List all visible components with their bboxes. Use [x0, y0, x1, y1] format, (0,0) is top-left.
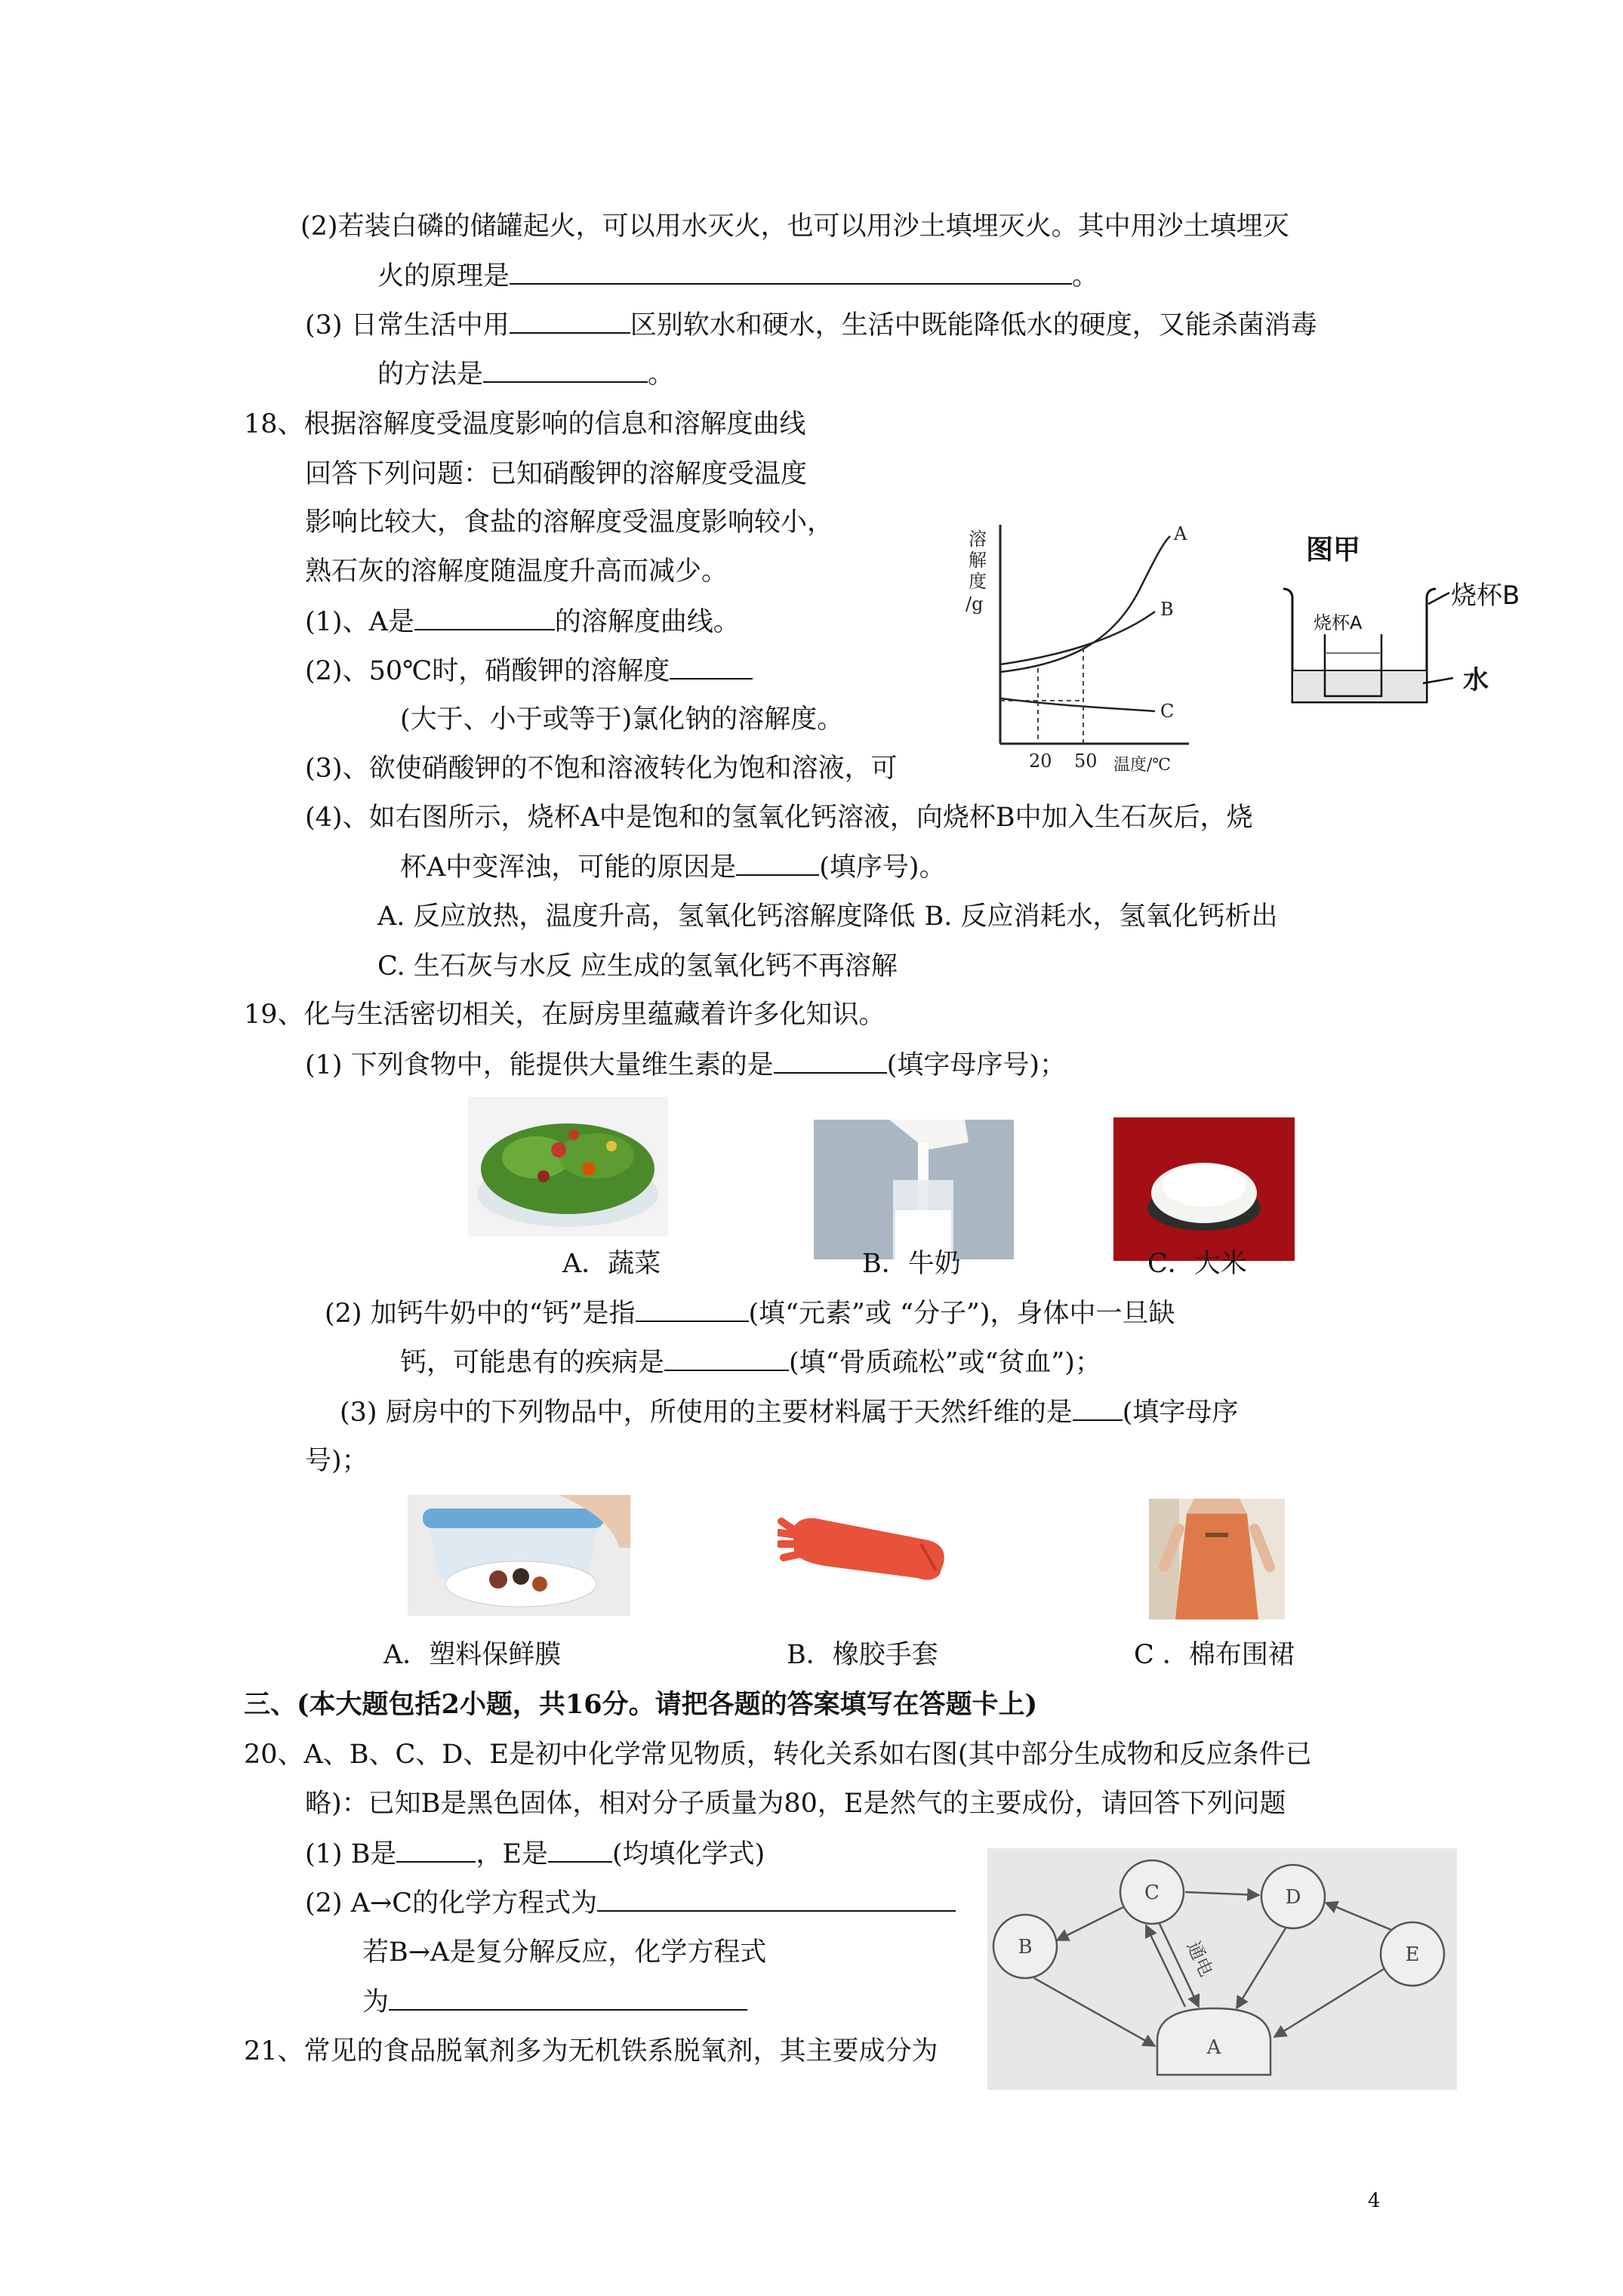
q17-part3-text: (3) 日常生活中用: [305, 310, 510, 341]
q20-stem-line2: 略)：已知B是黑色固体，相对分子质量为80，E是然气的主要成份，请回答下列问题: [305, 1789, 1286, 1819]
q17-part2-line2: [377, 260, 1098, 291]
section-3-heading: 三、(本大题包括2小题，共16分。请把各题的答案填写在答题卡上): [244, 1689, 1038, 1720]
leader-b: [1428, 593, 1449, 604]
q18-sub4-line1: (4)、如右图所示，烧杯A中是饱和的氢氧化钙溶液，向烧杯B中加入生石灰后，烧: [305, 803, 1253, 833]
q20-sub2-line3: [362, 1986, 747, 2017]
q18-stem-line1: 18、根据溶解度受温度影响的信息和溶解度曲线: [244, 409, 806, 439]
q18-stem-line3: 影响比较大，食盐的溶解度受温度影响较小，: [305, 507, 834, 538]
answer-blank[interactable]: [414, 606, 555, 630]
q20-stem-line1: 20、A、B、C、D、E是初中化学常见物质，转化关系如右图(其中部分生成物和反应条件已: [244, 1740, 1312, 1770]
water-label: 水: [1463, 665, 1489, 695]
transformation-diagram: [987, 1848, 1457, 2090]
rubber-glove-image: [778, 1499, 959, 1597]
q18-sub4-line2: [400, 852, 946, 883]
food-label-b: B．牛奶: [862, 1249, 961, 1279]
q18-stem-line2: 回答下列问题：已知硝酸钾的溶解度受温度: [305, 459, 808, 489]
q18-sub2-line2: (大于、小于或等于)氯化钠的溶解度。: [400, 704, 844, 735]
chart-ylabel-char-1: 溶: [969, 529, 987, 550]
rice-image: [1113, 1117, 1295, 1261]
answer-blank[interactable]: [597, 1888, 956, 1912]
q18-stem-line4: 熟石灰的溶解度随温度升高而减少。: [305, 556, 728, 587]
curve-b: [1000, 612, 1155, 664]
q20-sub1: [305, 1838, 765, 1869]
plastic-wrap-image: [408, 1495, 630, 1616]
q20-sub1-text2: ，E是: [476, 1839, 548, 1869]
q19-sub2-line1: [325, 1298, 1175, 1329]
q19-sub2-line2: [400, 1347, 1101, 1378]
chart-xlabel: 温度/℃: [1113, 756, 1172, 775]
answer-blank[interactable]: [670, 655, 753, 680]
salad-image: [468, 1097, 668, 1237]
q20-sub1-text: (1) B是: [305, 1839, 397, 1869]
cotton-apron-image: [1149, 1499, 1285, 1620]
q18-sub4-text-cont: (填序号)。: [819, 852, 946, 883]
curve-a-label: A: [1174, 523, 1187, 544]
food-label-a: A．蔬菜: [562, 1249, 661, 1279]
q18-sub2-line1: [305, 655, 753, 686]
q17-part2-line1: (2)若装白磷的储罐起火，可以用水灭火，也可以用沙土填埋灭火。其中用沙土填埋灭: [300, 211, 1289, 242]
beaker-b-label: 烧杯B: [1451, 581, 1520, 611]
node-b-label: B: [1018, 1936, 1033, 1959]
q21-stem: 21、常见的食品脱氧剂多为无机铁系脱氧剂，其主要成分为: [244, 2036, 938, 2066]
answer-blank[interactable]: [1073, 1397, 1123, 1421]
q20-sub2-text3: 为: [362, 1987, 390, 2017]
tick-20: 20: [1029, 750, 1052, 772]
q17-part3-line2: [377, 359, 674, 390]
q20-sub2-line1: [305, 1888, 956, 1918]
answer-blank[interactable]: [483, 359, 648, 383]
q17-part2-text: 火的原理是: [377, 261, 510, 291]
q20-sub2-line2: 若B→A是复分解反应，化学方程式: [362, 1937, 767, 1968]
answer-blank[interactable]: [774, 1049, 887, 1074]
q18-sub1-text: (1)、A是: [305, 607, 414, 637]
q20-sub2-text: (2) A→C的化学方程式为: [305, 1888, 598, 1918]
answer-blank[interactable]: [389, 1986, 747, 2011]
figure-title: 图甲: [1306, 535, 1361, 566]
q20-sub1-text3: (均填化学式): [612, 1839, 765, 1869]
answer-blank[interactable]: [664, 1347, 789, 1371]
q18-sub1-text-cont: 的溶解度曲线。: [554, 607, 740, 637]
q19-sub3-text: (3) 厨房中的下列物品中，所使用的主要材料属于天然纤维的是: [340, 1398, 1073, 1428]
node-c-label: C: [1144, 1881, 1160, 1904]
node-a-label: A: [1206, 2036, 1221, 2059]
q19-sub1-text-cont: (填字母序号)；: [886, 1050, 1067, 1080]
q19-sub1-text: (1) 下列食物中，能提供大量维生素的是: [305, 1050, 774, 1080]
milk-image: [814, 1120, 1014, 1259]
q17-part3-line1: [305, 310, 1317, 341]
answer-blank[interactable]: [636, 1298, 749, 1322]
answer-blank[interactable]: [736, 852, 819, 876]
q18-options-line1: [377, 901, 1278, 932]
q19-sub3-text-cont: (填字母序: [1122, 1398, 1239, 1428]
tick-50: 50: [1074, 750, 1098, 772]
q19-stem: 19、化与生活密切相关，在厨房里蕴藏着许多化知识。: [244, 1000, 885, 1030]
answer-blank[interactable]: [510, 260, 1072, 285]
q18-sub3: (3)、欲使硝酸钾的不饱和溶液转化为饱和溶液，可: [305, 754, 898, 784]
chart-ylabel-char-4: /g: [965, 593, 984, 615]
node-e-label: E: [1405, 1943, 1420, 1966]
answer-blank[interactable]: [396, 1838, 476, 1863]
q18-sub4-text: 杯A中变浑浊，可能的原因是: [400, 852, 737, 883]
q18-option-a: A. 反应放热，温度升高，氢氧化钙溶解度降低: [377, 901, 916, 932]
curve-a: [1000, 536, 1170, 672]
page-number: 4: [1368, 2190, 1381, 2212]
item-label-b: B．橡胶手套: [787, 1640, 938, 1670]
q18-sub2-text: (2)、50℃时，硝酸钾的溶解度: [305, 656, 670, 686]
q17-part3-text2: 的方法是: [377, 359, 484, 390]
edge-label-electrolysis: 通电: [1182, 1937, 1218, 1980]
answer-blank[interactable]: [510, 310, 630, 334]
q18-sub1: [305, 606, 740, 637]
punct: 。: [1072, 261, 1099, 291]
curve-b-label: B: [1160, 599, 1174, 620]
chart-ylabel-char-3: 度: [969, 571, 987, 592]
food-label-c: C．大米: [1147, 1249, 1247, 1279]
q18-option-b: B. 反应消耗水，氢氧化钙析出: [924, 901, 1278, 932]
answer-blank[interactable]: [548, 1838, 612, 1863]
q19-sub3-line1: [340, 1397, 1238, 1428]
q19-sub2-text2: 钙，可能患有的疾病是: [400, 1348, 665, 1378]
punct: 。: [648, 359, 675, 390]
q19-sub3-line2: 号)；: [305, 1446, 368, 1476]
item-label-c: C ．棉布围裙: [1134, 1640, 1295, 1670]
beaker-figure: [1268, 521, 1540, 717]
q19-sub2-text2-cont: (填“骨质疏松”或“贫血”)；: [789, 1348, 1101, 1378]
solubility-chart: [962, 513, 1219, 785]
item-label-a: A．塑料保鲜膜: [383, 1640, 562, 1670]
chart-ylabel-char-2: 解: [969, 550, 987, 571]
q18-option-c: C. 生石灰与水反 应生成的氢氧化钙不再溶解: [377, 951, 898, 982]
q17-part3-text-cont: 区别软水和硬水，生活中既能降低水的硬度，又能杀菌消毒: [630, 310, 1317, 341]
q19-sub2-text: (2) 加钙牛奶中的“钙”是指: [325, 1299, 636, 1329]
q19-sub2-text-cont: (填“元素”或 “分子”)，身体中一旦缺: [748, 1299, 1175, 1329]
beaker-a-label: 烧杯A: [1313, 612, 1363, 633]
node-d-label: D: [1285, 1886, 1301, 1909]
q19-sub1: [305, 1049, 1066, 1080]
curve-c-label: C: [1160, 701, 1175, 722]
